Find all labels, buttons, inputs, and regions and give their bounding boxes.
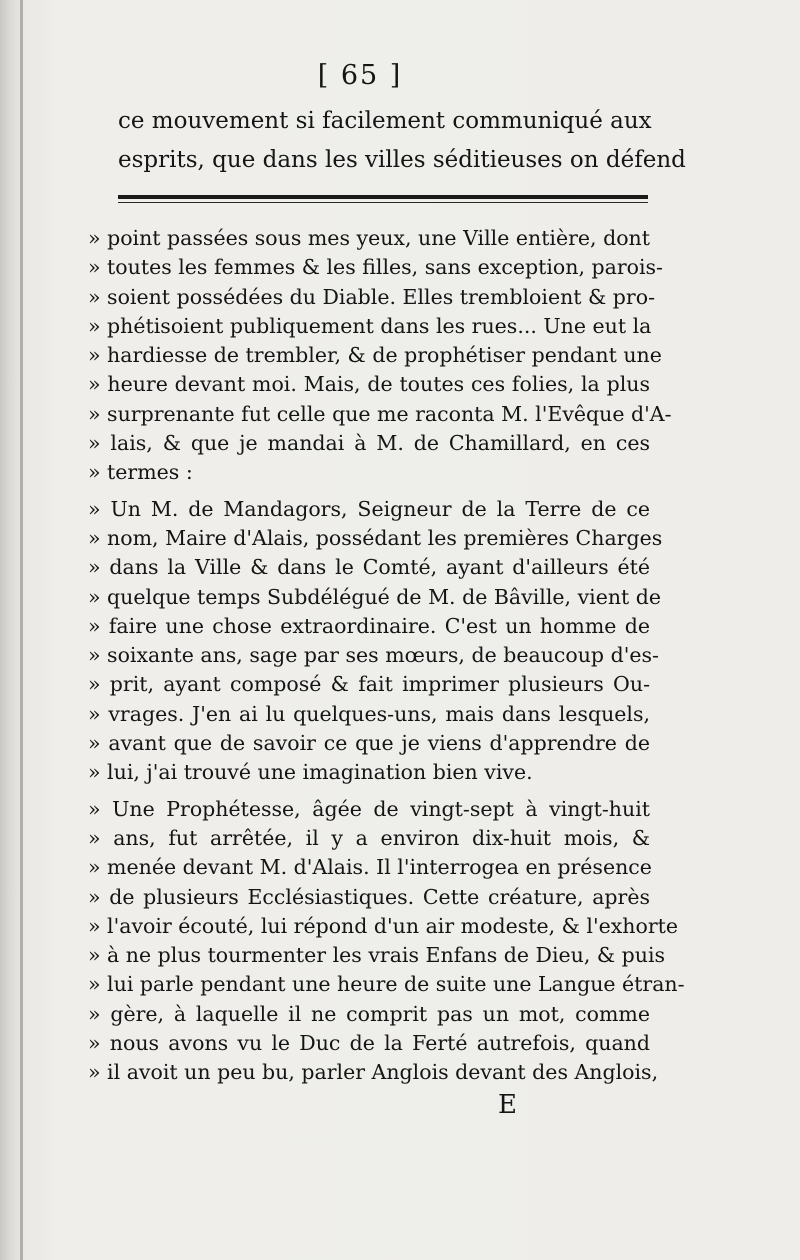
text-line: » prit, ayant composé & fait imprimer plusieurs Ou- — [88, 672, 650, 697]
text-line: » quelque temps Subdélégué de M. de Bâville, vient de — [88, 584, 662, 609]
text-line: » à ne plus tourmenter les vrais Enfans de Dieu, & puis — [88, 943, 666, 968]
text-line: » surprenante fut celle que me raconta M. l'Evêque d'A- — [88, 401, 672, 426]
text-line: » lui, j'ai trouvé une imagination bien vive. — [88, 760, 533, 785]
text-line: » heure devant moi. Mais, de toutes ces folies, la plus — [88, 372, 650, 397]
text-line: » Un M. de Mandagors, Seigneur de la Terre de ce — [88, 496, 650, 521]
paragraph — [88, 495, 663, 788]
horizontal-rule — [118, 195, 648, 199]
horizontal-rule-thin — [118, 202, 648, 203]
text-line: » l'avoir écouté, lui répond d'un air modeste, & l'exhorte — [88, 913, 678, 938]
text-line: » phétisoient publiquement dans les rues... Une eut la — [88, 313, 652, 338]
text-line: » menée devant M. d'Alais. Il l'interrogea en présence — [88, 855, 652, 880]
top-text — [118, 102, 686, 180]
text-line: » soixante ans, sage par ses mœurs, de beaucoup d'es- — [88, 643, 659, 668]
text-line: » il avoit un peu bu, parler Anglois devant des Anglois, — [88, 1060, 659, 1085]
text-line: » ans, fut arrêtée, il y a environ dix-huit mois, & — [88, 825, 650, 850]
text-line: ce mouvement si facilement communiqué aux — [118, 108, 652, 134]
text-line: » de plusieurs Ecclésiastiques. Cette créature, après — [88, 884, 650, 909]
text-line: » lais, & que je mandai à M. de Chamillard, en ces — [88, 431, 650, 456]
binding-edge — [20, 0, 23, 1260]
quoted-text-block — [88, 224, 685, 1088]
text-line: » nom, Maire d'Alais, possédant les premières Charges — [88, 525, 663, 550]
text-line: » hardiesse de trembler, & de prophétiser pendant une — [88, 343, 662, 368]
text-line: » point passées sous mes yeux, une Ville entière, dont — [88, 226, 650, 250]
text-line: esprits, que dans les villes séditieuses on défend — [118, 147, 686, 173]
text-line: » soient possédées du Diable. Elles trembloient & pro- — [88, 284, 656, 309]
text-line: » dans la Ville & dans le Comté, ayant d'ailleurs été — [88, 555, 650, 580]
text-line: » lui parle pendant une heure de suite une Langue étran- — [88, 972, 685, 997]
text-line: » nous avons vu le Duc de la Ferté autrefois, quand — [88, 1031, 650, 1056]
text-line: » gère, à laquelle il ne comprit pas un mot, comme — [88, 1001, 650, 1026]
paragraph — [88, 224, 672, 488]
text-line: » faire une chose extraordinaire. C'est un homme de — [88, 613, 650, 638]
text-line: » Une Prophétesse, âgée de vingt-sept à vingt-huit — [88, 796, 650, 821]
page-number: [ 65 ] — [317, 60, 403, 91]
text-line: » vrages. J'en ai lu quelques-uns, mais dans lesquels, — [88, 701, 650, 726]
text-line: » termes : — [88, 460, 193, 485]
text-line: » avant que de savoir ce que je viens d'apprendre de — [88, 731, 650, 756]
paragraph — [88, 795, 685, 1088]
catchword: E — [498, 1090, 517, 1120]
text-line: » toutes les femmes & les filles, sans exception, parois- — [88, 255, 663, 280]
